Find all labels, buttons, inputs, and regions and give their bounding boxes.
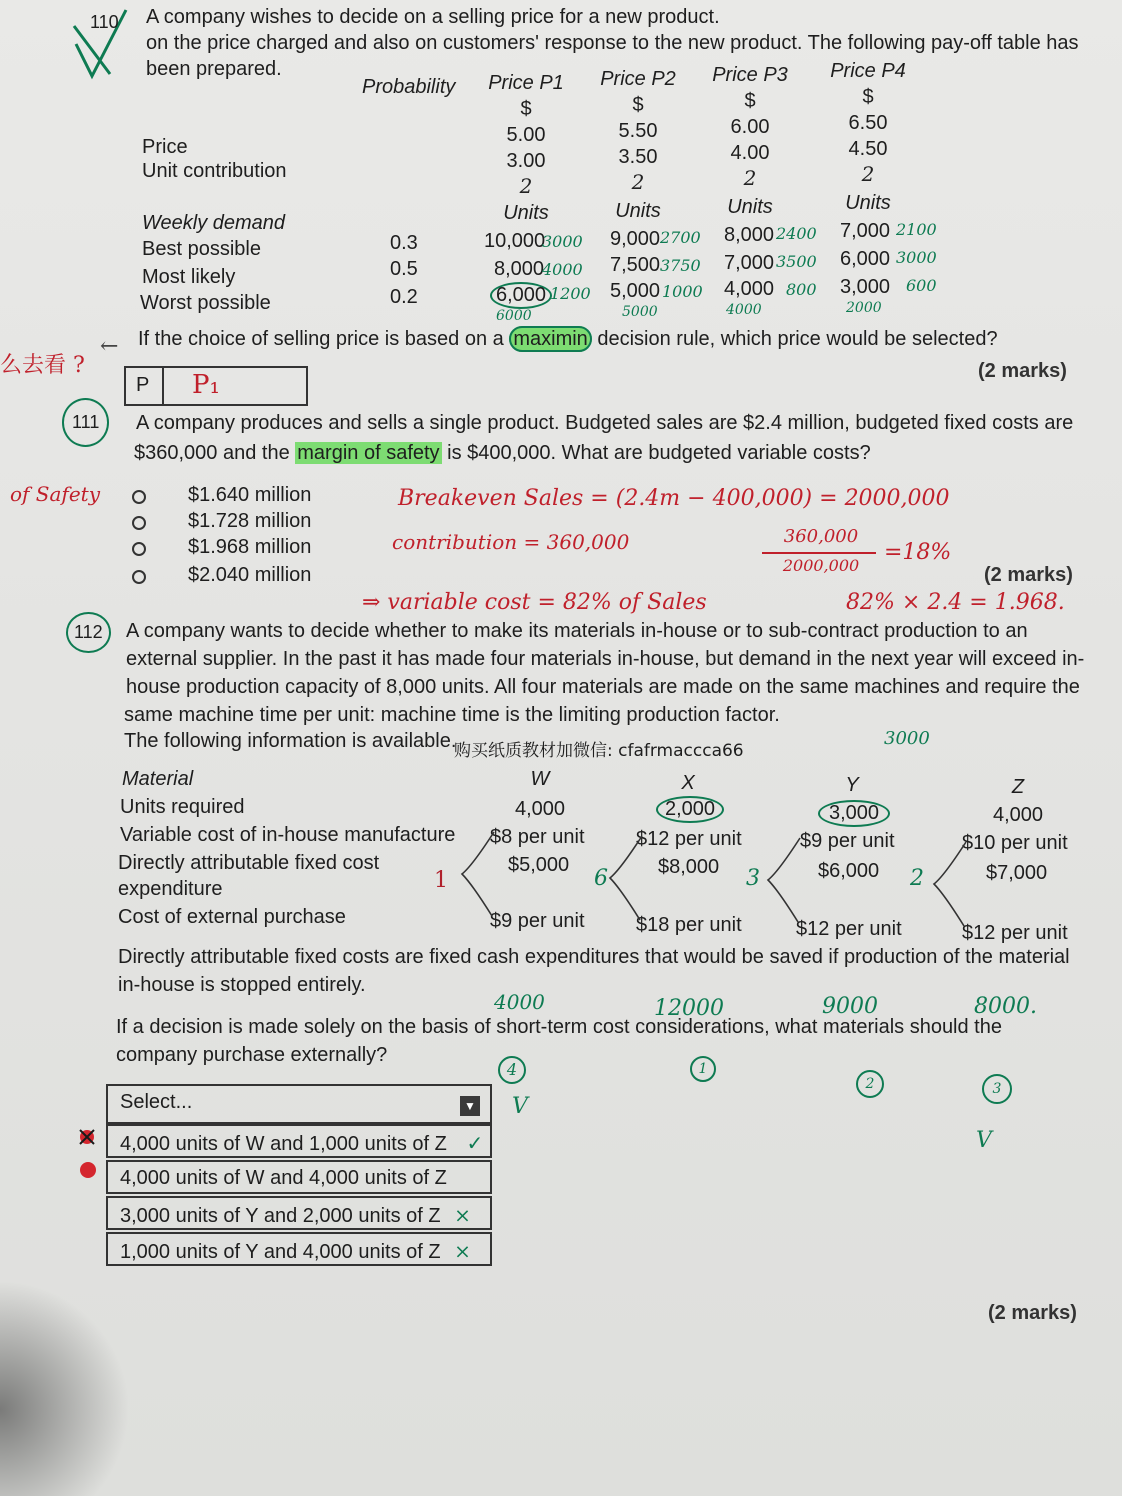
bracket-y-icon bbox=[764, 836, 804, 926]
q112-question-line2: company purchase externally? bbox=[116, 1044, 388, 1066]
prob-worst: 0.2 bbox=[390, 286, 418, 308]
diff-p3: 2 bbox=[743, 166, 757, 190]
tbl-label-fixed: Directly attributable fixed cost bbox=[118, 852, 380, 874]
likely-p3: 7,000 bbox=[724, 252, 775, 274]
total-z: 8000. bbox=[974, 994, 1037, 1019]
variable-w: $8 per unit bbox=[490, 826, 585, 848]
header-price-p1: Price P1 bbox=[488, 72, 564, 94]
q110-answer-prefix: P bbox=[136, 374, 150, 396]
q112-note-line2: in-house is stopped entirely. bbox=[118, 974, 366, 996]
q110-marks: (2 marks) bbox=[978, 360, 1067, 382]
fraction-numerator: 360,000 bbox=[783, 526, 859, 547]
fixed-y: $6,000 bbox=[818, 860, 880, 882]
diff-p1: 2 bbox=[519, 174, 533, 198]
min-p1: 6000 bbox=[496, 308, 532, 324]
header-price-p3: Price P3 bbox=[712, 64, 788, 86]
currency-p4: $ bbox=[862, 86, 874, 108]
contribution-note: contribution = 360,000 bbox=[392, 530, 630, 554]
top-note-3000: 3000 bbox=[884, 728, 930, 749]
v-mark-z: V bbox=[976, 1128, 992, 1153]
row-label-worst: Worst possible bbox=[140, 292, 271, 314]
bracket-z-icon bbox=[930, 840, 970, 930]
q112-info-line: The following information is available. bbox=[124, 730, 457, 752]
material-z: Z bbox=[1011, 776, 1025, 798]
variable-calc: 82% × 2.4 = 1.968. bbox=[846, 590, 1065, 615]
fixed-x: $8,000 bbox=[658, 856, 720, 878]
q112-option-3[interactable]: 3,000 units of Y and 2,000 units of Z × bbox=[106, 1196, 492, 1230]
q112-marks: (2 marks) bbox=[988, 1302, 1077, 1324]
price-p1: 5.00 bbox=[506, 124, 546, 146]
price-p4: 6.50 bbox=[848, 112, 888, 134]
fraction-denominator: 2000,000 bbox=[782, 556, 860, 575]
worst-p3: 4,000 bbox=[724, 278, 775, 300]
material-x: X bbox=[681, 772, 695, 794]
units-p2: Units bbox=[615, 200, 661, 222]
best-contrib-p2: 2700 bbox=[660, 228, 701, 247]
material-w: W bbox=[530, 768, 550, 790]
units-p4: Units bbox=[845, 192, 891, 214]
contribution-p3: 4.00 bbox=[730, 142, 770, 164]
q111-option-b: $1.728 million bbox=[188, 510, 312, 532]
q111-line1: A company produces and sells a single product. Budgeted sales are $2.4 million, budgeted fixed costs are bbox=[136, 412, 1074, 434]
fixed-w: $5,000 bbox=[508, 854, 570, 876]
q111-option-c: $1.968 million bbox=[188, 536, 312, 558]
q111-radio-c[interactable] bbox=[132, 542, 146, 556]
q111-number: 111 bbox=[62, 398, 109, 447]
q111-option-d: $2.040 million bbox=[188, 564, 312, 586]
likely-contrib-p4: 3000 bbox=[896, 248, 937, 267]
worst-p1: 6,000 bbox=[490, 282, 552, 309]
diff-y: 3 bbox=[746, 866, 760, 891]
q112-line3: house production capacity of 8,000 units. All four materials are made on the same machines and require the bbox=[126, 676, 1080, 698]
check-icon: ✓ bbox=[466, 1131, 484, 1155]
material-y: Y bbox=[845, 774, 859, 796]
q112-select[interactable] bbox=[106, 1084, 492, 1124]
row-label-best: Best possible bbox=[142, 238, 261, 260]
q112-line2: external supplier. In the past it has made four materials in-house, but demand in the next year will exceed in- bbox=[126, 648, 1085, 670]
contribution-p2: 3.50 bbox=[618, 146, 658, 168]
units-p3: Units bbox=[727, 196, 773, 218]
header-price-p4: Price P4 bbox=[830, 60, 906, 82]
maximin-highlight: maximin bbox=[509, 326, 591, 352]
answer-divider bbox=[162, 368, 164, 404]
row-label-weekly-demand: Weekly demand bbox=[142, 212, 286, 234]
tbl-label-units: Units required bbox=[120, 796, 245, 818]
units-w: 4,000 bbox=[514, 798, 566, 820]
fraction-result: =18% bbox=[884, 540, 952, 565]
q112-line4: same machine time per unit: machine time is the limiting production factor. bbox=[124, 704, 780, 726]
likely-contrib-p1: 4000 bbox=[542, 260, 583, 279]
q110-intro-line1: A company wishes to decide on a selling price for a new product. bbox=[146, 6, 720, 28]
rank-w: 4 bbox=[498, 1056, 526, 1084]
external-y: $12 per unit bbox=[796, 918, 902, 940]
fraction-bar bbox=[762, 552, 876, 554]
best-p1: 10,000 bbox=[484, 230, 546, 252]
dropdown-arrow-icon[interactable]: ▼ bbox=[460, 1096, 480, 1116]
q112-option-1[interactable]: 4,000 units of W and 1,000 units of Z ✓ bbox=[106, 1124, 492, 1158]
bracket-x-icon bbox=[606, 834, 646, 924]
select-placeholder: Select... bbox=[120, 1091, 193, 1113]
diff-p4: 2 bbox=[861, 162, 875, 186]
q111-marks: (2 marks) bbox=[984, 564, 1073, 586]
best-contrib-p3: 2400 bbox=[776, 224, 817, 243]
tbl-label-external: Cost of external purchase bbox=[118, 906, 346, 928]
worst-contrib-p4: 600 bbox=[906, 276, 937, 295]
total-w: 4000 bbox=[494, 990, 545, 1014]
margin-note: 么去看 ? bbox=[0, 353, 85, 378]
tbl-label-variable: Variable cost of in-house manufacture bbox=[120, 824, 456, 846]
currency-p3: $ bbox=[744, 90, 756, 112]
likely-p1: 8,000 bbox=[494, 258, 545, 280]
external-x: $18 per unit bbox=[636, 914, 742, 936]
margin-of-safety-highlight: margin of safety bbox=[297, 442, 440, 464]
units-x: 2,000 bbox=[656, 796, 724, 823]
row-label-price: Price bbox=[142, 136, 188, 158]
best-p4: 7,000 bbox=[840, 220, 891, 242]
q110-answer-box[interactable] bbox=[124, 366, 308, 406]
arrow-icon: ← bbox=[100, 334, 119, 359]
cross-icon: × bbox=[454, 1203, 471, 1227]
rank-y: 2 bbox=[856, 1070, 884, 1098]
tbl-label-fixed-2: expenditure bbox=[118, 878, 223, 900]
diff-p2: 2 bbox=[631, 170, 645, 194]
variable-cost-note: ⇒ variable cost = 82% of Sales bbox=[362, 590, 707, 615]
units-y: 3,000 bbox=[818, 800, 890, 827]
contribution-p4: 4.50 bbox=[848, 138, 888, 160]
currency-p2: $ bbox=[632, 94, 644, 116]
likely-contrib-p2: 3750 bbox=[660, 256, 701, 275]
breakeven-note: Breakeven Sales = (2.4m − 400,000) = 2000,000 bbox=[398, 486, 950, 511]
photo-shadow bbox=[0, 1280, 130, 1496]
q112-line1: A company wants to decide whether to make its materials in-house or to sub-contract production to an bbox=[126, 620, 1028, 642]
contribution-p1: 3.00 bbox=[506, 150, 546, 172]
q112-wechat: 购买纸质教材加微信: cfafrmaccca66 bbox=[454, 741, 744, 761]
diff-z: 2 bbox=[910, 866, 924, 891]
best-p2: 9,000 bbox=[610, 228, 661, 250]
q110-number: 110 bbox=[90, 12, 119, 32]
units-z: 4,000 bbox=[992, 804, 1044, 826]
row-label-unit-contribution: Unit contribution bbox=[142, 160, 287, 182]
variable-x: $12 per unit bbox=[636, 828, 742, 850]
prob-likely: 0.5 bbox=[390, 258, 418, 280]
q111-radio-d[interactable] bbox=[132, 570, 146, 584]
worst-contrib-p2: 1000 bbox=[662, 282, 703, 301]
red-dot-icon bbox=[80, 1162, 96, 1178]
rank-z: 3 bbox=[982, 1074, 1012, 1104]
v-mark-w: V bbox=[512, 1094, 528, 1119]
best-p3: 8,000 bbox=[724, 224, 775, 246]
likely-p2: 7,500 bbox=[610, 254, 661, 276]
price-p3: 6.00 bbox=[730, 116, 770, 138]
q110-intro-line3: been prepared. bbox=[146, 58, 282, 80]
likely-p4: 6,000 bbox=[840, 248, 891, 270]
variable-y: $9 per unit bbox=[800, 830, 895, 852]
diff-x: 6 bbox=[594, 866, 608, 891]
worst-contrib-p3: 800 bbox=[786, 280, 817, 299]
header-probability: Probability bbox=[362, 76, 456, 98]
price-p2: 5.50 bbox=[618, 120, 658, 142]
rank-x: 1 bbox=[690, 1056, 716, 1082]
min-p2: 5000 bbox=[622, 304, 658, 320]
units-p1: Units bbox=[503, 202, 549, 224]
likely-contrib-p3: 3500 bbox=[776, 252, 817, 271]
worst-p2: 5,000 bbox=[610, 280, 661, 302]
min-p4: 2000 bbox=[846, 300, 882, 316]
header-price-p2: Price P2 bbox=[600, 68, 676, 90]
external-z: $12 per unit bbox=[962, 922, 1068, 944]
q112-option-2[interactable]: 4,000 units of W and 4,000 units of Z bbox=[106, 1160, 492, 1194]
prob-best: 0.3 bbox=[390, 232, 418, 254]
q111-margin-note: of Safety bbox=[10, 482, 100, 506]
q111-radio-b[interactable] bbox=[132, 516, 146, 530]
currency-p1: $ bbox=[520, 98, 532, 120]
external-w: $9 per unit bbox=[490, 910, 585, 932]
q111-option-a: $1.640 million bbox=[188, 484, 312, 506]
fixed-z: $7,000 bbox=[986, 862, 1048, 884]
diff-w: 1 bbox=[434, 868, 448, 893]
q111-radio-a[interactable] bbox=[132, 490, 146, 504]
tbl-label-material: Material bbox=[122, 768, 194, 790]
q110-intro-line2: on the price charged and also on customers' response to the new product. The following pay-off table has bbox=[146, 32, 1079, 54]
row-label-likely: Most likely bbox=[142, 266, 236, 288]
best-contrib-p4: 2100 bbox=[896, 220, 937, 239]
q110-question: If the choice of selling price is based on a maximin decision rule, which price would be selected? bbox=[138, 328, 998, 350]
best-contrib-p1: 3000 bbox=[542, 232, 583, 251]
flag-marker-icon bbox=[78, 1128, 96, 1146]
total-y: 9000 bbox=[822, 994, 878, 1019]
q112-number: 112 bbox=[66, 612, 111, 653]
q112-option-4[interactable]: 1,000 units of Y and 4,000 units of Z × bbox=[106, 1232, 492, 1266]
q112-note-line1: Directly attributable fixed costs are fixed cash expenditures that would be saved if production of the material bbox=[118, 946, 1070, 968]
q110-answer: P₁ bbox=[192, 370, 220, 400]
q112-question-line1: If a decision is made solely on the basis of short-term cost considerations, what materials should the bbox=[116, 1016, 1002, 1038]
worst-contrib-p1: 1200 bbox=[550, 284, 591, 303]
bracket-w-icon bbox=[458, 830, 498, 920]
cross-icon-2: × bbox=[454, 1239, 471, 1263]
variable-z: $10 per unit bbox=[962, 832, 1068, 854]
total-x: 12000 bbox=[654, 996, 724, 1021]
min-p3: 4000 bbox=[726, 302, 762, 318]
worst-p4: 3,000 bbox=[840, 276, 891, 298]
q111-line2: $360,000 and the margin of safety is $400,000. What are budgeted variable costs? bbox=[134, 442, 871, 464]
